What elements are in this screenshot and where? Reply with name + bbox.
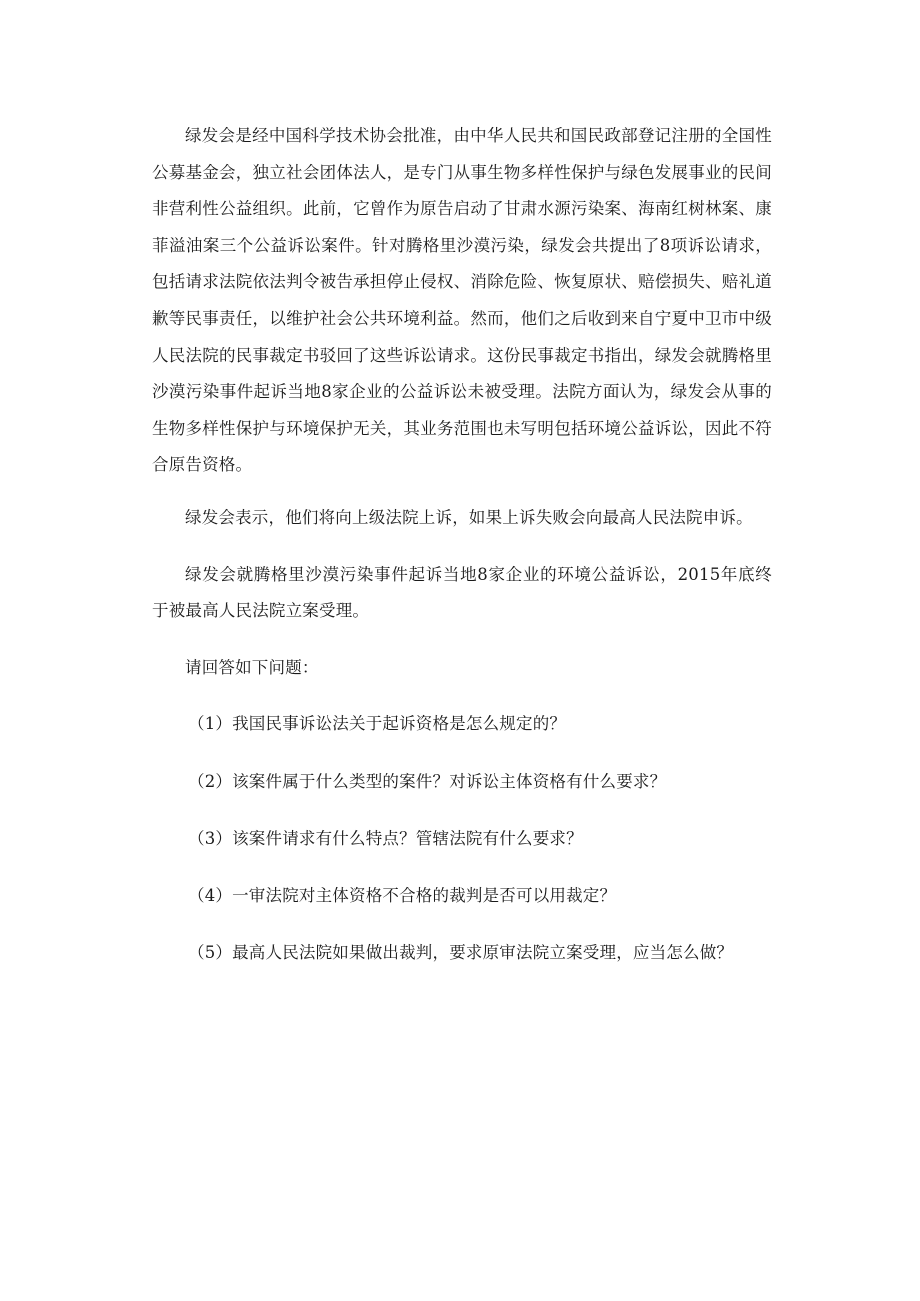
case-background-paragraph: 绿发会是经中国科学技术协会批准，由中华人民共和国民政部登记注册的全国性公募基金会，独立社会团体法人，是专门从事生物多样性保护与绿色发展事业的民间非营利性公益组织。此前，它曾作为原告启动了甘肃水源污染案、海南红树林案、康菲溢油案三个公益诉讼案件。针对腾格里沙漠污染，绿发会共提出了8项诉讼请求，包括请求法院依法判令被告承担停止侵权、消除危险、恢复原状、赔偿损失、赔礼道歉等民事责任，以维护社会公共环境利益。然而，他们之后收到来自宁夏中卫市中级人民法院的民事裁定书驳回了这些诉讼请求。这份民事裁定书指出，绿发会就腾格里沙漠污染事件起诉当地8家企业的公益诉讼未被受理。法院方面认为，绿发会从事的生物多样性保护与环境保护无关，其业务范围也未写明包括环境公益诉讼，因此不符合原告资格。 — [152, 126, 772, 475]
question-item-5: （5）最高人民法院如果做出裁判，要求原审法院立案受理，应当怎么做？ — [188, 943, 734, 963]
question-item-4: （4）一审法院对主体资格不合格的裁判是否可以用裁定？ — [188, 885, 617, 905]
case-accepted-paragraph: 绿发会就腾格里沙漠污染事件起诉当地8家企业的环境公益诉讼，2015年底终于被最高人民法院立案受理。 — [152, 564, 772, 621]
question-prompt: 请回答如下问题： — [185, 657, 319, 677]
question-list — [152, 706, 772, 971]
question-item-2: （2）该案件属于什么类型的案件？对诉讼主体资格有什么要求？ — [188, 771, 667, 791]
appeal-statement-paragraph: 绿发会表示，他们将向上级法院上诉，如果上诉失败会向最高人民法院申诉。 — [185, 507, 753, 527]
document-body — [152, 118, 772, 992]
question-item-1: （1）我国民事诉讼法关于起诉资格是怎么规定的？ — [188, 714, 567, 734]
question-item-3: （3）该案件请求有什么特点？管辖法院有什么要求？ — [188, 828, 583, 848]
